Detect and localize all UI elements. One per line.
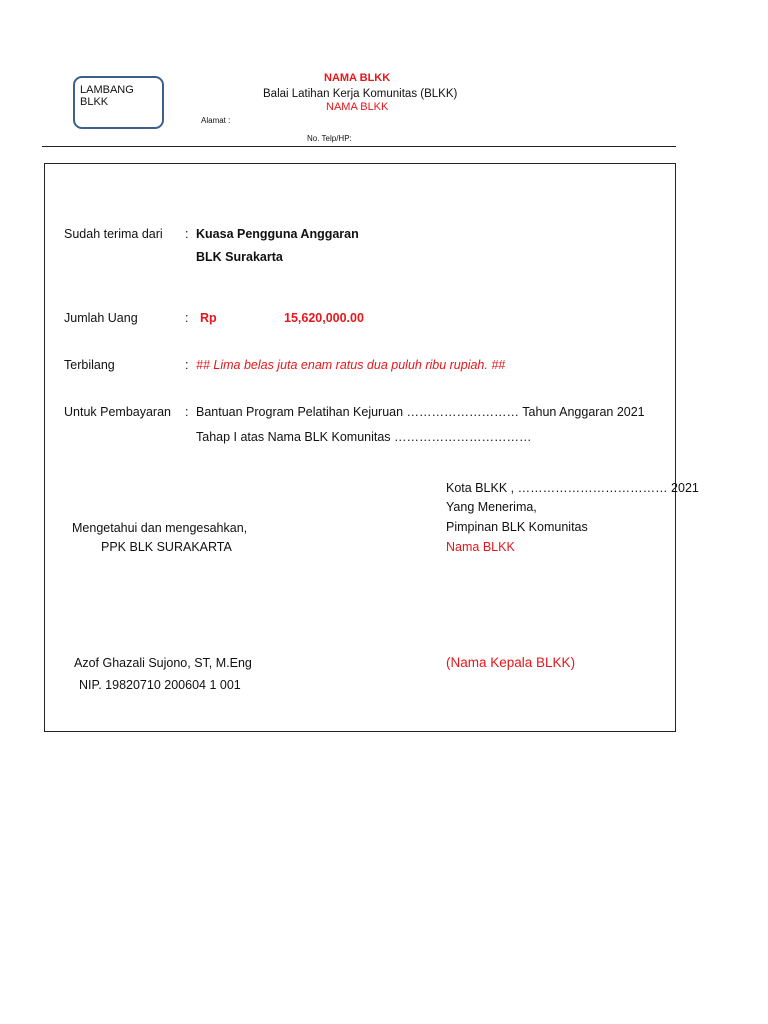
colon: :	[185, 358, 189, 372]
colon: :	[185, 227, 189, 241]
colon: :	[185, 405, 189, 419]
logo-label: LAMBANG BLKK	[80, 84, 134, 108]
signatory-name-right: (Nama Kepala BLKK)	[446, 655, 576, 670]
header-divider	[42, 146, 676, 147]
org-name-secondary: NAMA BLKK	[326, 101, 389, 113]
receipt-box	[44, 163, 676, 732]
phone-label: No. Telp/HP:	[307, 134, 352, 143]
approval-line: Mengetahui dan mengesahkan,	[72, 521, 248, 535]
logo-placeholder	[73, 76, 164, 129]
spelled-label: Terbilang	[64, 358, 115, 372]
received-from-label: Sudah terima dari	[64, 227, 163, 241]
purpose-label: Untuk Pembayaran	[64, 405, 172, 419]
received-from-value: Kuasa Pengguna Anggaran	[196, 227, 359, 241]
colon: :	[185, 311, 189, 325]
amount-label: Jumlah Uang	[64, 311, 138, 325]
received-from-value-2: BLK Surakarta	[196, 250, 283, 264]
amount-currency: Rp	[200, 311, 217, 325]
purpose-line-2: Tahap I atas Nama BLK Komunitas ……………………………	[196, 430, 532, 444]
signatory-name-left: Azof Ghazali Sujono, ST, M.Eng	[74, 656, 252, 670]
address-label: Alamat :	[201, 116, 231, 125]
org-full-name: Balai Latihan Kerja Komunitas (BLKK)	[263, 88, 458, 100]
org-name: NAMA BLKK	[324, 72, 391, 84]
receiver-org: Nama BLKK	[446, 540, 515, 554]
place-date: Kota BLKK , ……………………………… 2021	[446, 481, 699, 495]
amount-value: 15,620,000.00	[284, 311, 364, 325]
spelled-value: ## Lima belas juta enam ratus dua puluh ribu rupiah. ##	[196, 358, 506, 372]
signatory-nip-left: NIP. 19820710 200604 1 001	[79, 678, 241, 692]
receiver-title: Pimpinan BLK Komunitas	[446, 520, 588, 534]
approval-title: PPK BLK SURAKARTA	[101, 540, 232, 554]
purpose-line-1: Bantuan Program Pelatihan Kejuruan ……………………… Tahun Anggaran 2021	[196, 405, 645, 419]
receiver-line: Yang Menerima,	[446, 500, 537, 514]
